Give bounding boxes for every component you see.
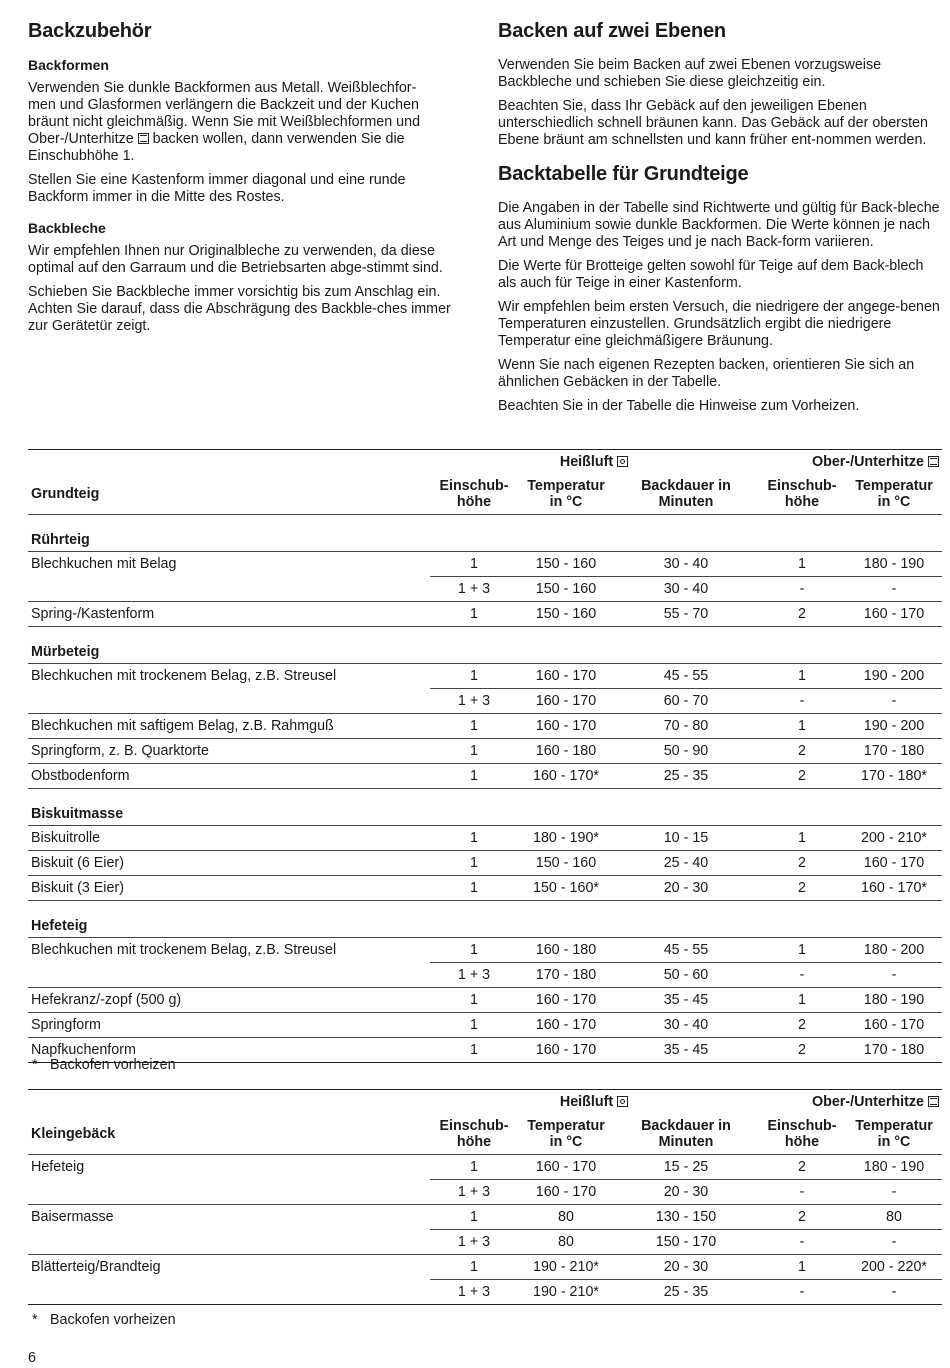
col-header-einschub-2: Einschub- höhe [758, 474, 846, 515]
cell-value: 160 - 170 [518, 1180, 614, 1205]
group-label: Rührteig [28, 515, 942, 552]
cell-value: 2 [758, 1155, 846, 1180]
cell-value: 160 - 170* [846, 876, 942, 901]
cell-value: - [758, 963, 846, 988]
cell-name: Biskuit (3 Eier) [28, 876, 430, 901]
table-row [28, 764, 942, 789]
cell-name: Hefekranz/-zopf (500 g) [28, 988, 430, 1013]
cell-value: 150 - 170 [614, 1230, 758, 1255]
text-line: Einschubhöhe 1. [28, 148, 135, 164]
table-row [28, 1013, 942, 1038]
cell-value: 1 [430, 764, 518, 789]
cell-value: 150 - 160 [518, 552, 614, 577]
col-header-temperatur: Temperatur in °C [518, 1114, 614, 1155]
col-header-temperatur-2: Temperatur in °C [846, 1114, 942, 1155]
hot-air-icon [617, 456, 628, 467]
table-row [28, 1180, 942, 1205]
group-row [28, 515, 942, 552]
cell-name: Blechkuchen mit saftigem Belag, z.B. Rahmguß [28, 714, 430, 739]
table-mode-header [28, 1090, 942, 1115]
footnote-text: Backofen vorheizen [50, 1312, 176, 1328]
table-row [28, 1255, 942, 1280]
cell-value: 1 [430, 714, 518, 739]
cell-value: 160 - 170 [518, 988, 614, 1013]
cell-value: - [758, 689, 846, 714]
cell-name: Baisermasse [31, 1209, 114, 1226]
cell-value: 170 - 180* [846, 764, 942, 789]
col-header-einschub: Einschub- höhe [430, 474, 518, 515]
text-line: Verwenden Sie dunkle Backformen aus Metall. Weißblechfor- [28, 80, 417, 96]
group-row [28, 627, 942, 664]
cell-value: 1 [758, 714, 846, 739]
cell-name: Blechkuchen mit trockenem Belag, z.B. Streusel [31, 942, 337, 959]
col-header-temperatur: Temperatur in °C [518, 474, 614, 515]
table-row [28, 988, 942, 1013]
cell-value: 150 - 160 [518, 602, 614, 627]
footnote-text: Backofen vorheizen [50, 1057, 176, 1073]
table-row [28, 739, 942, 764]
cell-value: 2 [758, 1205, 846, 1230]
cell-value: 50 - 90 [614, 739, 758, 764]
cell-name [28, 1230, 430, 1255]
cell-value: 1 [430, 938, 518, 963]
cell-value: 50 - 60 [614, 963, 758, 988]
cell-value: 160 - 170 [518, 664, 614, 689]
table-row [28, 938, 942, 963]
cell-value: 60 - 70 [614, 689, 758, 714]
text-line: backen wollen, dann verwenden Sie die [152, 131, 405, 147]
group-label: Hefeteig [28, 901, 942, 938]
col-header-einschub: Einschub- höhe [430, 1114, 518, 1155]
cell-value: 160 - 170 [518, 714, 614, 739]
cell-value: 160 - 170 [518, 689, 614, 714]
cell-value: 170 - 180 [846, 739, 942, 764]
table-body [28, 1155, 942, 1305]
cell-value: 1 [430, 664, 518, 689]
heissluft-label: Heißluft [559, 1094, 614, 1110]
heissluft-header [430, 1090, 758, 1115]
cell-value: 80 [846, 1205, 942, 1230]
section-title-backen-zwei-ebenen: Backen auf zwei Ebenen [498, 20, 726, 42]
right-column [498, 20, 944, 422]
cell-value: 2 [758, 851, 846, 876]
cell-value: 80 [518, 1205, 614, 1230]
cell-value: 160 - 170 [846, 1013, 942, 1038]
cell-value: 1 [430, 1155, 518, 1180]
cell-name [28, 1180, 430, 1205]
footnote-2 [28, 1312, 176, 1328]
top-bottom-heat-icon [928, 456, 939, 467]
table-row [28, 1205, 942, 1230]
cell-value: 170 - 180 [518, 963, 614, 988]
cell-name [28, 689, 430, 714]
table-row [28, 851, 942, 876]
cell-value: 160 - 170* [518, 764, 614, 789]
cell-value: 25 - 35 [614, 1280, 758, 1305]
oberunter-header [758, 450, 942, 475]
cell-value: 2 [758, 1013, 846, 1038]
cell-value: - [846, 1280, 942, 1305]
oberunter-header [758, 1090, 942, 1115]
table-row [28, 1155, 942, 1180]
cell-value: - [758, 577, 846, 602]
cell-value: - [846, 963, 942, 988]
cell-value: 25 - 40 [614, 851, 758, 876]
cell-value: 160 - 180 [518, 938, 614, 963]
cell-name: Biskuitrolle [28, 826, 430, 851]
cell-value: 1 [430, 1013, 518, 1038]
cell-value: 1 [758, 826, 846, 851]
col-header-einschub-2: Einschub- höhe [758, 1114, 846, 1155]
cell-value: 20 - 30 [614, 1255, 758, 1280]
cell-name: Spring-/Kastenform [28, 602, 430, 627]
paragraph-zwei-ebenen-2: Beachten Sie, dass Ihr Gebäck auf den jeweiligen Ebenen unterschiedlich schnell bräunen kann. Das Gebäck auf der obersten Ebene bräunt am schnellsten und kann früher ent-nommen werden. [498, 98, 928, 148]
table-row [28, 664, 942, 689]
section-title-backtabelle: Backtabelle für Grundteige [498, 163, 749, 185]
cell-value: 180 - 200 [846, 938, 942, 963]
cell-value: 160 - 170 [518, 1013, 614, 1038]
hot-air-icon [617, 1096, 628, 1107]
cell-value: 180 - 190* [518, 826, 614, 851]
cell-value: 2 [758, 739, 846, 764]
top-bottom-heat-icon [138, 133, 149, 144]
cell-name [28, 577, 430, 602]
cell-value: 160 - 170 [846, 602, 942, 627]
cell-value: 1 + 3 [430, 1230, 518, 1255]
table-column-header [28, 474, 942, 515]
cell-value: - [846, 577, 942, 602]
group-label: Mürbeteig [28, 627, 942, 664]
baking-table-grundteige [28, 449, 942, 1063]
table-body [28, 515, 942, 1063]
cell-name: Hefeteig [31, 1159, 85, 1176]
footnote-1 [28, 1057, 176, 1073]
cell-value: - [846, 689, 942, 714]
paragraph-backtabelle-2: Die Werte für Brotteige gelten sowohl für Teige auf dem Back-blech als auch für Teige in einer Kastenform. [498, 258, 924, 291]
cell-value: 1 + 3 [430, 577, 518, 602]
cell-value: 1 [430, 826, 518, 851]
cell-value: 20 - 30 [614, 876, 758, 901]
group-row [28, 789, 942, 826]
cell-name: Springform, z. B. Quarktorte [28, 739, 430, 764]
cell-value: 45 - 55 [614, 664, 758, 689]
paragraph-backformen-1 [28, 80, 468, 165]
table-column-header [28, 1114, 942, 1155]
cell-value: 30 - 40 [614, 1013, 758, 1038]
cell-value: 180 - 190 [846, 1155, 942, 1180]
cell-value: 1 + 3 [430, 689, 518, 714]
cell-value: 35 - 45 [614, 988, 758, 1013]
cell-value: 30 - 40 [614, 577, 758, 602]
cell-value: 160 - 180 [518, 739, 614, 764]
cell-value: 190 - 200 [846, 664, 942, 689]
cell-value: 2 [758, 602, 846, 627]
page-number: 6 [28, 1350, 36, 1366]
cell-value: 10 - 15 [614, 826, 758, 851]
cell-name: Blechkuchen mit trockenem Belag, z.B. Streusel [31, 668, 337, 685]
cell-value: 180 - 190 [846, 552, 942, 577]
paragraph-backbleche-1: Wir empfehlen Ihnen nur Originalbleche zu verwenden, da diese optimal auf den Garraum und die Betriebsarten abge-stimmt sind. [28, 243, 443, 276]
cell-value: 190 - 210* [518, 1255, 614, 1280]
cell-value: 190 - 200 [846, 714, 942, 739]
col-header-backdauer: Backdauer in Minuten [614, 1114, 758, 1155]
cell-value: 160 - 170 [518, 1155, 614, 1180]
cell-value: 1 [430, 851, 518, 876]
cell-value: 190 - 210* [518, 1280, 614, 1305]
cell-value: 1 [430, 552, 518, 577]
cell-value: 130 - 150 [614, 1205, 758, 1230]
paragraph-zwei-ebenen-1: Verwenden Sie beim Backen auf zwei Ebenen vorzugsweise Backbleche und schieben Sie diese gleichzeitig ein. [498, 57, 882, 90]
col-header-grundteig: Grundteig [28, 474, 430, 515]
heissluft-label: Heißluft [559, 454, 614, 470]
cell-value: 200 - 210* [846, 826, 942, 851]
cell-name: Obstbodenform [28, 764, 430, 789]
cell-value: - [758, 1230, 846, 1255]
cell-value: 20 - 30 [614, 1180, 758, 1205]
footnote-star: * [32, 1312, 38, 1328]
cell-value: 1 [430, 1255, 518, 1280]
table-row [28, 1280, 942, 1305]
cell-value: 2 [758, 876, 846, 901]
table-row [28, 876, 942, 901]
cell-value: - [758, 1280, 846, 1305]
col-header-temperatur-2: Temperatur in °C [846, 474, 942, 515]
subheading-backbleche: Backbleche [28, 220, 106, 236]
paragraph-backformen-2: Stellen Sie eine Kastenform immer diagonal und eine runde Backform immer in die Mitte des Rostes. [28, 172, 406, 205]
cell-value: 150 - 160 [518, 851, 614, 876]
text-line: men und Glasformen verlängern die Backzeit und der Kuchen [28, 97, 420, 113]
cell-name [28, 963, 430, 988]
cell-value: 1 [758, 938, 846, 963]
cell-value: 55 - 70 [614, 602, 758, 627]
cell-value: 45 - 55 [614, 938, 758, 963]
paragraph-backbleche-2: Schieben Sie Backbleche immer vorsichtig bis zum Anschlag ein. Achten Sie darauf, dass die Abschrägung des Backble-ches immer zur Gerätetür zeigt. [28, 284, 451, 334]
col-header-backdauer: Backdauer in Minuten [614, 474, 758, 515]
cell-name: Biskuit (6 Eier) [28, 851, 430, 876]
section-title-backzubehoer: Backzubehör [28, 20, 152, 42]
cell-value: - [846, 1230, 942, 1255]
cell-value: 1 + 3 [430, 1180, 518, 1205]
cell-value: - [758, 1180, 846, 1205]
subheading-backformen: Backformen [28, 57, 109, 73]
cell-value: 1 [758, 552, 846, 577]
cell-value: 25 - 35 [614, 764, 758, 789]
top-bottom-heat-icon [928, 1096, 939, 1107]
baking-table-kleingebaeck [28, 1089, 942, 1305]
heissluft-header [430, 450, 758, 475]
cell-value: 1 [758, 988, 846, 1013]
cell-value: 1 [430, 876, 518, 901]
table-row [28, 1230, 942, 1255]
cell-value: 1 + 3 [430, 963, 518, 988]
cell-value: 70 - 80 [614, 714, 758, 739]
cell-value: 1 [430, 602, 518, 627]
cell-value: 1 + 3 [430, 1280, 518, 1305]
cell-name: Blechkuchen mit Belag [31, 556, 177, 573]
oberunter-label: Ober-/Unterhitze [812, 454, 925, 470]
cell-value: 160 - 170 [518, 1038, 614, 1063]
cell-value: - [846, 1180, 942, 1205]
paragraph-backtabelle-3: Wir empfehlen beim ersten Versuch, die niedrigere der angege-benen Temperaturen einzustellen. Grundsätzlich ergibt die niedrigere Temperatur eine gleichmäßigere Bräunung. [498, 299, 940, 349]
table-row [28, 826, 942, 851]
group-label: Biskuitmasse [28, 789, 942, 826]
cell-value: 35 - 45 [614, 1038, 758, 1063]
cell-value: 80 [518, 1230, 614, 1255]
cell-name: Springform [28, 1013, 430, 1038]
footnote-star: * [32, 1057, 38, 1073]
table-row [28, 963, 942, 988]
cell-value: 1 [430, 1038, 518, 1063]
cell-value: 150 - 160* [518, 876, 614, 901]
cell-value: 200 - 220* [846, 1255, 942, 1280]
cell-value: 150 - 160 [518, 577, 614, 602]
cell-value: 1 [758, 664, 846, 689]
table-row [28, 689, 942, 714]
table-row [28, 714, 942, 739]
cell-value: 15 - 25 [614, 1155, 758, 1180]
cell-value: 2 [758, 1038, 846, 1063]
oberunter-label: Ober-/Unterhitze [812, 1094, 925, 1110]
cell-value: 170 - 180 [846, 1038, 942, 1063]
cell-value: 1 [430, 739, 518, 764]
cell-value: 2 [758, 764, 846, 789]
table-row [28, 602, 942, 627]
cell-value: 1 [758, 1255, 846, 1280]
paragraph-backtabelle-4: Wenn Sie nach eigenen Rezepten backen, orientieren Sie sich an ähnlichen Gebäcken in der Tabelle. [498, 357, 915, 390]
cell-value: 160 - 170 [846, 851, 942, 876]
cell-name [28, 1280, 430, 1305]
table-row [28, 577, 942, 602]
text-line: Ober-/Unterhitze [28, 131, 134, 147]
cell-name: Blätterteig/Brandteig [31, 1259, 161, 1276]
table-row [28, 552, 942, 577]
cell-value: 1 [430, 1205, 518, 1230]
cell-value: 30 - 40 [614, 552, 758, 577]
left-column [28, 20, 468, 342]
cell-value: 180 - 190 [846, 988, 942, 1013]
cell-value: 1 [430, 988, 518, 1013]
cell-name: Napfkuchenform [28, 1038, 430, 1063]
table-mode-header [28, 450, 942, 475]
paragraph-backtabelle-5: Beachten Sie in der Tabelle die Hinweise zum Vorheizen. [498, 398, 860, 414]
text-line: bräunt nicht gleichmäßig. Wenn Sie mit Weißblechformen und [28, 114, 421, 130]
col-header-kleingebaeck: Kleingebäck [28, 1114, 430, 1155]
paragraph-backtabelle-1: Die Angaben in der Tabelle sind Richtwerte und gültig für Back-bleche aus Aluminium sowie dunkle Backformen. Die Werte können je nach Art und Menge des Teiges und je nach Back-form variieren. [498, 200, 940, 250]
group-row [28, 901, 942, 938]
